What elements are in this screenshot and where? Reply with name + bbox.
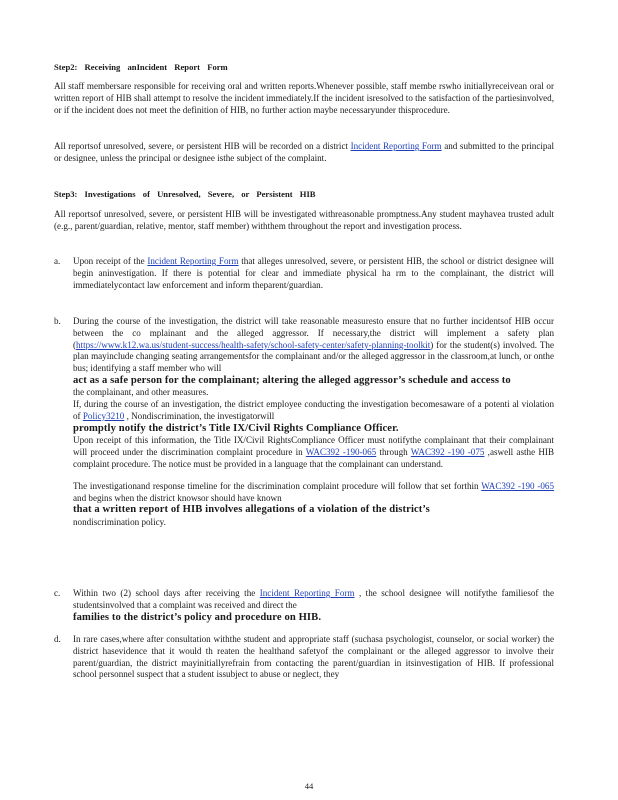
- item-c-text: Within two (2) school days after receiving the: [73, 588, 260, 598]
- wac-392-190-065-link-2[interactable]: WAC392 -190 -065: [481, 480, 555, 491]
- incident-report-form-link[interactable]: Incident Reporting Form: [350, 141, 442, 151]
- item-b-paragraph-3: [73, 481, 554, 529]
- item-c-bold-line: families to the district’s policy and procedure on HIB.: [73, 611, 322, 623]
- list-item-c: [54, 588, 554, 624]
- item-c-text-after: , the school designee will notifythe familiesof the studentsinvolved that a complaint was received and direct the: [73, 588, 554, 610]
- wac-392-190-065-link[interactable]: WAC392 -190-065: [305, 447, 377, 458]
- item-b-p2-tail: ,aswell asthe HIB complaint procedure. The notice must be provided in a language that the complainant can understand.: [73, 447, 555, 469]
- step2-p2-text-after: and submitted to the principal or designee, unless the principal or designee isthe subject of the complaint.: [54, 141, 554, 163]
- incident-reporting-form-link-2[interactable]: Incident Reporting Form: [259, 588, 355, 598]
- item-d-text: In rare cases,where after consultation withthe student and appropriate staff (suchasa psychologist, counselor, or social worker) the district hasevidence that it would th reaten the healthand safetyof the complainant or the alleged aggressor to involve their parent/guardian, the district mayinitiallyrefrain from contacting the parent/guardian in itsinvestigation of HIB. If professional school personnel suspect that a student issubject to abuse or neglect, they: [73, 634, 554, 680]
- item-b-paragraph-1: [73, 316, 554, 399]
- item-b-paragraph-2: [73, 399, 554, 470]
- item-b-text-after: ) for the student(s) involved. The plan mayinclude changing seating arrangementsfor the complainant and/or the alleged aggressor in the classroom,at lunch, or onthe bus; identifying a staff member who will: [73, 339, 554, 374]
- item-b-p2-text-after: , Nondiscrimination, the investigatorwill: [124, 411, 275, 422]
- item-b-p3-text-after: and begins when the district knowsor should have known: [73, 492, 282, 503]
- page-number: 44: [304, 781, 314, 791]
- item-a-text-after: that alleges unresolved, severe, or persistent HIB, the school or district designee will begin aninvestigation. If there is potential for clear and immediate physical ha rm to the complainant, the district will immediatelycontact law enforcement and inform theparent/guardian.: [73, 256, 554, 290]
- step2-paragraph-2: [54, 141, 554, 165]
- item-b-p3-text-end: nondiscrimination policy.: [73, 516, 166, 527]
- list-marker: b.: [54, 316, 61, 326]
- step3-paragraph-1: All reportsof unresolved, severe, or persistent HIB will be investigated withreasonable promptness.Any student mayhavea trusted adult (e.g., parent/guardian, relative, mentor, staff member) withthem throughout the report and investigation process.: [54, 209, 554, 231]
- list-marker: d.: [54, 634, 61, 644]
- list-item-d: [54, 634, 554, 681]
- item-b-text-end: the complainant, and other measures.: [73, 387, 209, 398]
- item-b-text: During the course of the investigation, the district will take reasonable measuresto ensure that no further incidentsof HIB occur between the co mplainant and the alleged aggressor. If necessary,the district will implement a safety plan (: [73, 316, 554, 350]
- item-b-p2-text-end: Upon receipt of this information, the Title IX/Civil RightsCompliance Officer must notifythe complainant that their complainant will proceed under the discrimination complaint procedure in: [73, 435, 554, 458]
- policy-3210-link[interactable]: Policy3210: [82, 411, 125, 422]
- list-marker: a.: [54, 256, 61, 266]
- list-item-b: [54, 316, 554, 529]
- item-b-p3-text: The investigationand response timeline for the discrimination complaint procedure will follow that set forthin: [73, 480, 482, 491]
- step2-p2-text: All reportsof unresolved, severe, or persistent HIB will be recorded on a district: [54, 141, 351, 151]
- item-a-text: Upon receipt of the: [73, 256, 148, 266]
- item-b-bold-line-3: that a written report of HIB involves allegations of a violation of the district’s: [73, 504, 430, 516]
- list-item-a: [54, 256, 554, 291]
- item-b-p2-through: through: [376, 447, 411, 458]
- wac-392-190-075-link[interactable]: WAC392 -190 -075: [410, 447, 485, 458]
- item-b-bold-line-1: act as a safe person for the complainant; altering the alleged aggressor’s schedule and access to: [73, 374, 511, 386]
- step2-heading: Step2: Receiving anIncident Report Form: [54, 62, 228, 72]
- list-marker: c.: [54, 588, 61, 598]
- incident-reporting-form-link[interactable]: Incident Reporting Form: [147, 256, 239, 266]
- item-b-bold-line-2: promptly notify the district’s Title IX/Civil Rights Compliance Officer.: [73, 422, 399, 434]
- step3-heading: Step3: Investigations of Unresolved, Severe, or Persistent HIB: [54, 189, 316, 199]
- step2-paragraph-1: All staff membersare responsible for receiving oral and written reports.Whenever possible, staff membe rswho initiallyreceivean oral or written report of HIB shall attempt to resolve the incident immediately.If the incident isresolved to the satisfaction of the partiesinvolved, or if the incident does not meet the definition of HIB, no further action maybe necessaryunder thisprocedure.: [54, 81, 554, 115]
- safety-planning-toolkit-link[interactable]: https://www.k12.wa.us/student-success/health-safety/school-safety-center/safety-planning-toolkit: [76, 339, 431, 350]
- item-b-p2-text: If, during the course of an investigation, the district employee conducting the investigation becomesaware of a potenti al violation of: [73, 399, 554, 422]
